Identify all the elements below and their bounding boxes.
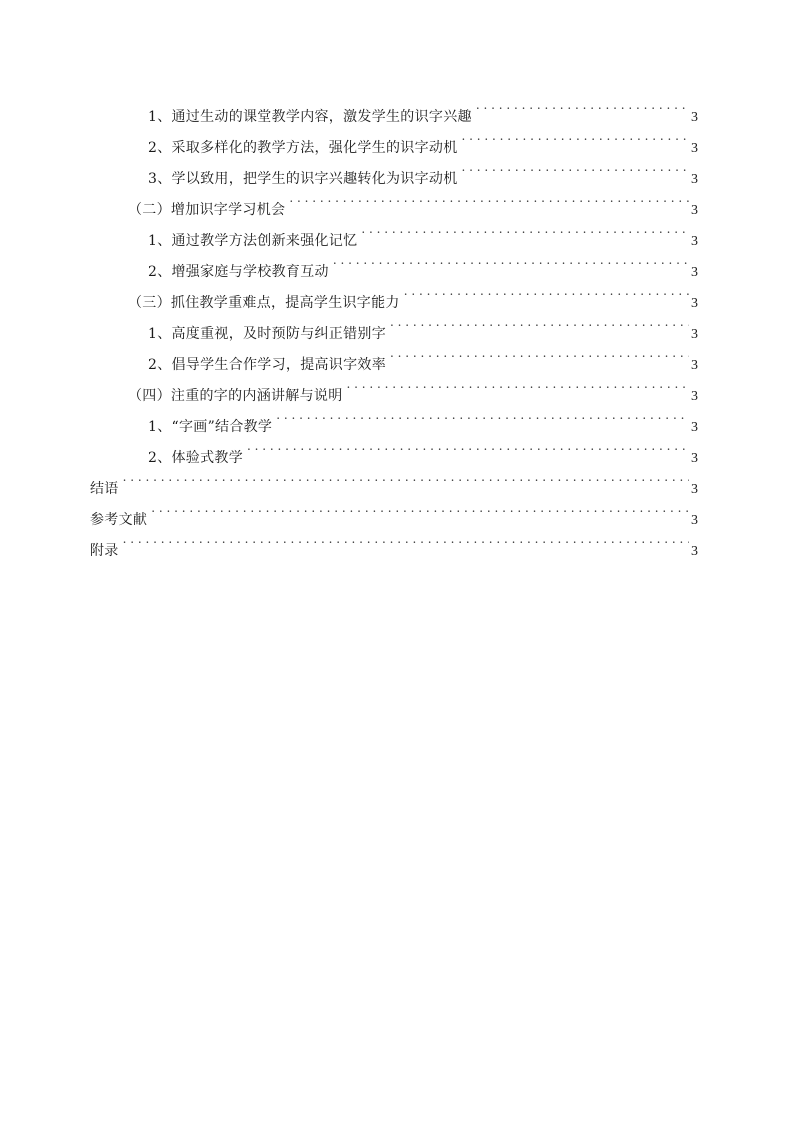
toc-entry-title: 2、倡导学生合作学习，提高识字效率 xyxy=(148,357,387,373)
toc-entry-title: （四）注重的字的内涵讲解与说明 xyxy=(128,388,343,404)
toc-dot-leader xyxy=(123,462,689,493)
toc-dot-leader xyxy=(361,214,689,245)
toc-page-number: 3 xyxy=(691,544,698,559)
toc-entry-title: （二）增加识字学习机会 xyxy=(128,202,286,218)
toc-page-number: 3 xyxy=(691,327,698,342)
toc-entry-title: 2、增强家庭与学校教育互动 xyxy=(148,264,329,280)
toc-entry-title: （三）抓住教学重难点，提高学生识字能力 xyxy=(128,295,400,311)
toc-dot-leader xyxy=(123,524,689,555)
toc-entry-title: 1、“字画”结合教学 xyxy=(148,419,273,435)
toc-entry[interactable] xyxy=(90,90,698,125)
toc-dot-leader xyxy=(404,276,689,307)
toc-dot-leader xyxy=(247,431,689,462)
toc-page-number: 3 xyxy=(691,389,698,404)
toc-page-number: 3 xyxy=(691,172,698,187)
toc-page-number: 3 xyxy=(691,203,698,218)
toc-entry[interactable] xyxy=(90,462,698,497)
toc-entry-title: 结语 xyxy=(90,481,119,497)
toc-dot-leader xyxy=(390,307,689,338)
toc-dot-leader xyxy=(151,493,689,524)
toc-dot-leader xyxy=(476,90,689,121)
toc-entry-title: 1、高度重视，及时预防与纠正错别字 xyxy=(148,326,387,342)
toc-page-number: 3 xyxy=(691,451,698,466)
toc-entry-title: 1、通过生动的课堂教学内容，激发学生的识字兴趣 xyxy=(148,109,472,125)
toc-dot-leader xyxy=(333,245,689,276)
toc-page-number: 3 xyxy=(691,234,698,249)
toc-entry[interactable] xyxy=(90,493,698,528)
toc-page-number: 3 xyxy=(691,513,698,528)
toc-page-number: 3 xyxy=(691,482,698,497)
toc-entry-title: 参考文献 xyxy=(90,512,148,528)
toc-dot-leader xyxy=(347,369,690,400)
toc-page-number: 3 xyxy=(691,420,698,435)
toc-dot-leader xyxy=(390,338,689,369)
toc-dot-leader xyxy=(462,152,689,183)
toc-page-number: 3 xyxy=(691,265,698,280)
toc-dot-leader xyxy=(289,183,689,214)
toc-entry[interactable] xyxy=(90,524,698,559)
toc-page-number: 3 xyxy=(691,358,698,373)
toc-page-number: 3 xyxy=(691,141,698,156)
toc-entry-title: 2、体验式教学 xyxy=(148,450,244,466)
table-of-contents xyxy=(90,90,698,559)
toc-entry-title: 附录 xyxy=(90,543,119,559)
toc-dot-leader xyxy=(462,121,689,152)
toc-entry-title: 1、通过教学方法创新来强化记忆 xyxy=(148,233,358,249)
toc-entry-title: 3、学以致用，把学生的识字兴趣转化为识字动机 xyxy=(148,171,458,187)
toc-page-number: 3 xyxy=(691,296,698,311)
toc-entry-title: 2、采取多样化的教学方法，强化学生的识字动机 xyxy=(148,140,458,156)
toc-dot-leader xyxy=(276,400,689,431)
toc-page-number: 3 xyxy=(691,110,698,125)
